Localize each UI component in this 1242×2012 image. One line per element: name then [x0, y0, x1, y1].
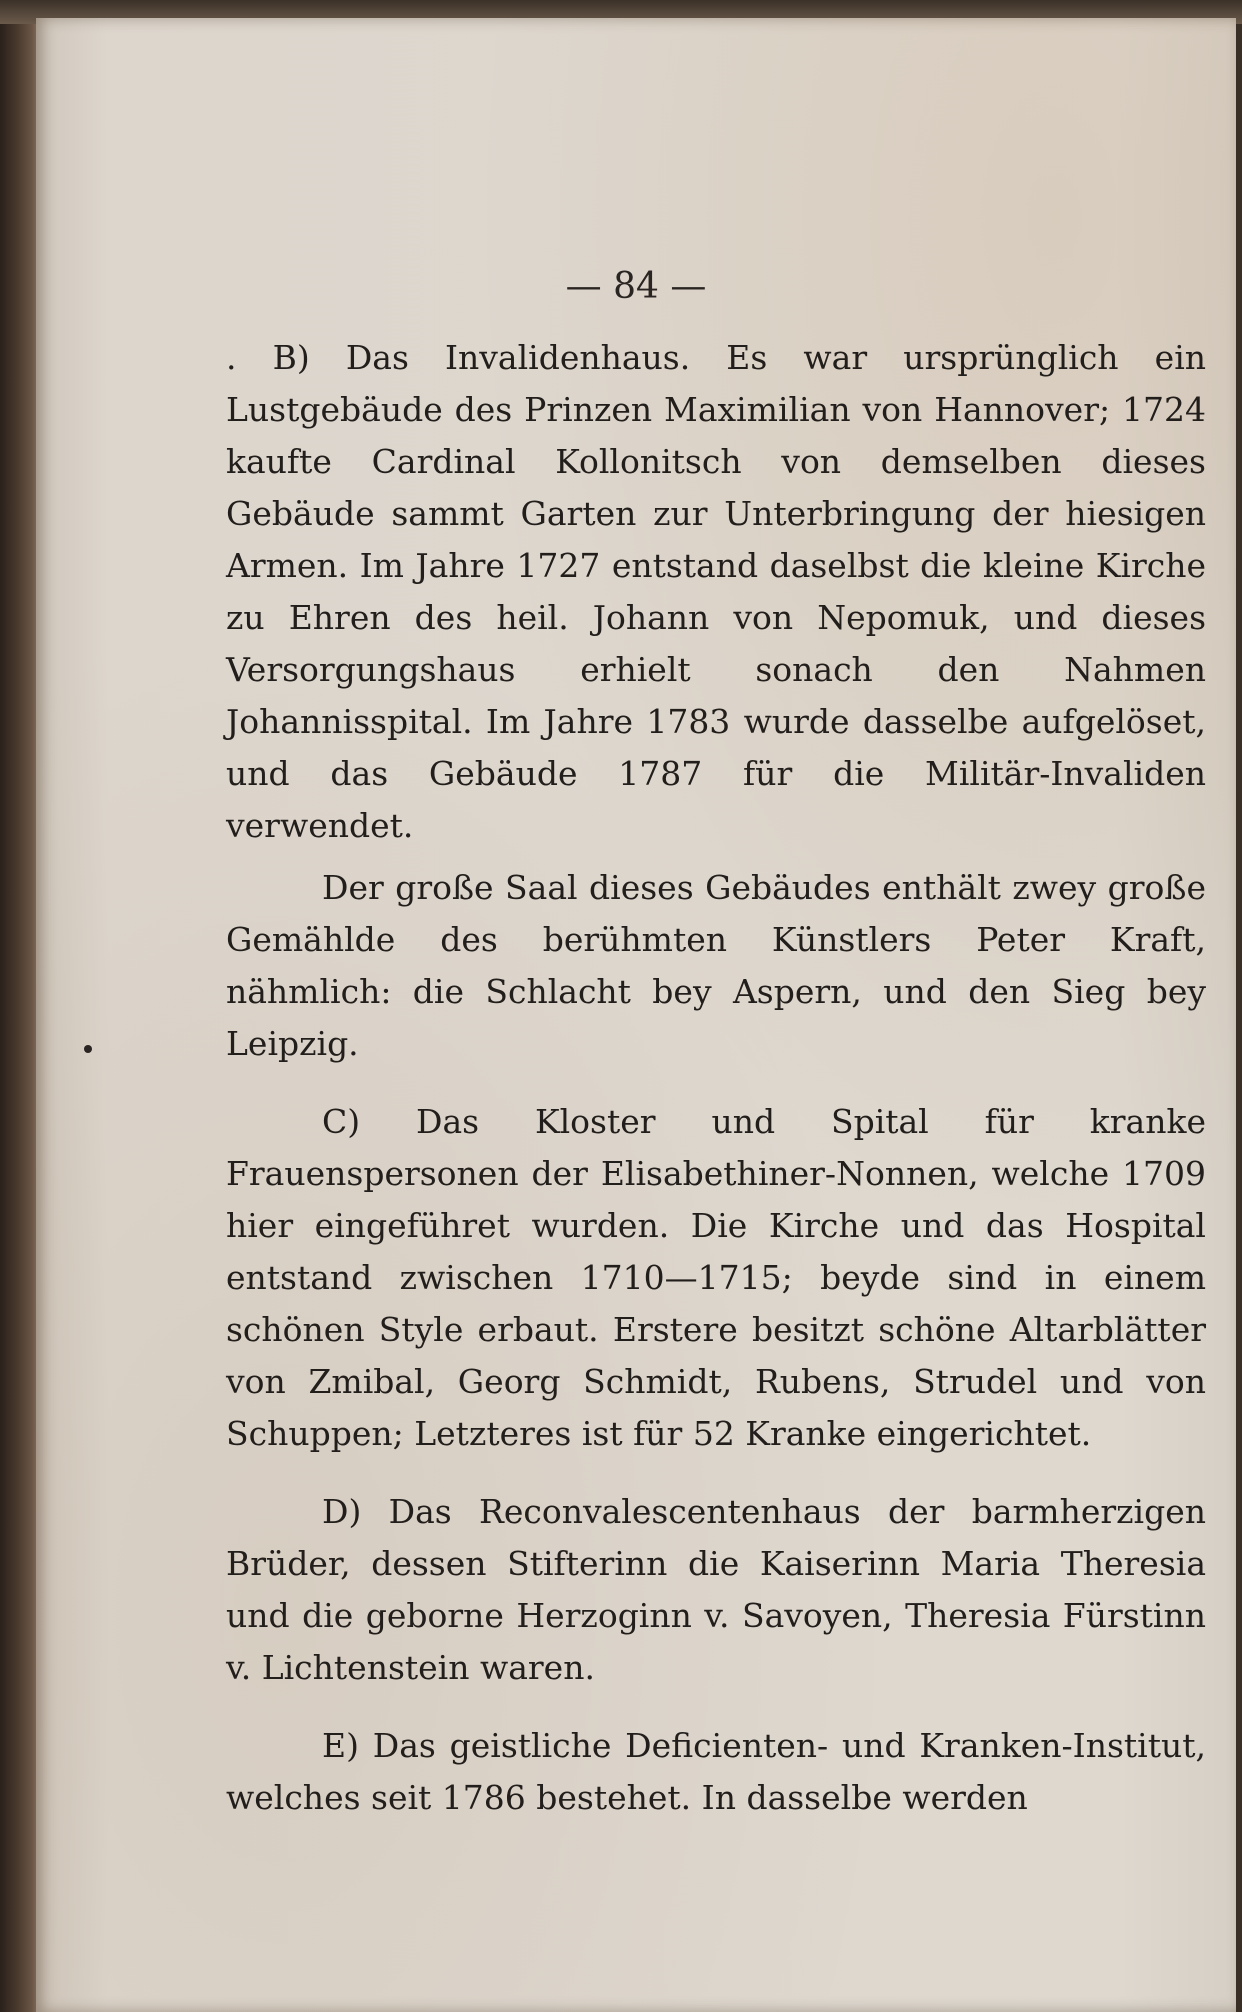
paragraph-kloster: C) Das Kloster und Spital für kranke Frauenspersonen der Elisabethiner-Nonnen, welche 1709 hier eingeführet wurden. Die Kirche und das Hospital entstand zwischen 1710—1715; beyde sind in einem schönen Style erbaut. Erstere besitzt schöne Altarblätter von Zmibal, Georg Schmidt, Rubens, Strudel und von Schuppen; Letzteres ist für 52 Kranke eingerichtet.: [226, 1102, 1206, 1453]
book-binding: [0, 0, 40, 2012]
book-page: [36, 18, 1236, 2012]
page-text: [226, 332, 1206, 1824]
paragraph-saal: Der große Saal dieses Gebäudes enthält zwey große Gemählde des berühmten Künstlers Peter Kraft, nähmlich: die Schlacht bey Aspern, und den Sieg bey Leipzig.: [226, 868, 1206, 1063]
margin-dot: [84, 1045, 92, 1053]
page-number: — 84 —: [565, 266, 707, 307]
paragraph-institut: E) Das geistliche Deficienten- und Kranken-Institut, welches seit 1786 bestehet. In dasselbe werden: [226, 1726, 1206, 1817]
paragraph-reconvalescentenhaus: D) Das Reconvalescentenhaus der barmherzigen Brüder, dessen Stifterinn die Kaiserinn Maria Theresia und die geborne Herzoginn v. Savoyen, Theresia Fürstinn v. Lichtenstein waren.: [226, 1492, 1206, 1687]
paragraph-invalidenhaus: . B) Das Invalidenhaus. Es war ursprünglich ein Lustgebäude des Prinzen Maximilian von Hannover; 1724 kaufte Cardinal Kollonitsch von demselben dieses Gebäude sammt Garten zur Unterbringung der hiesigen Armen. Im Jahre 1727 entstand daselbst die kleine Kirche zu Ehren des heil. Johann von Nepomuk, und dieses Versorgungshaus erhielt sonach den Nahmen Johannisspital. Im Jahre 1783 wurde dasselbe aufgelöset, und das Gebäude 1787 für die Militär-Invaliden verwendet.: [226, 338, 1206, 845]
